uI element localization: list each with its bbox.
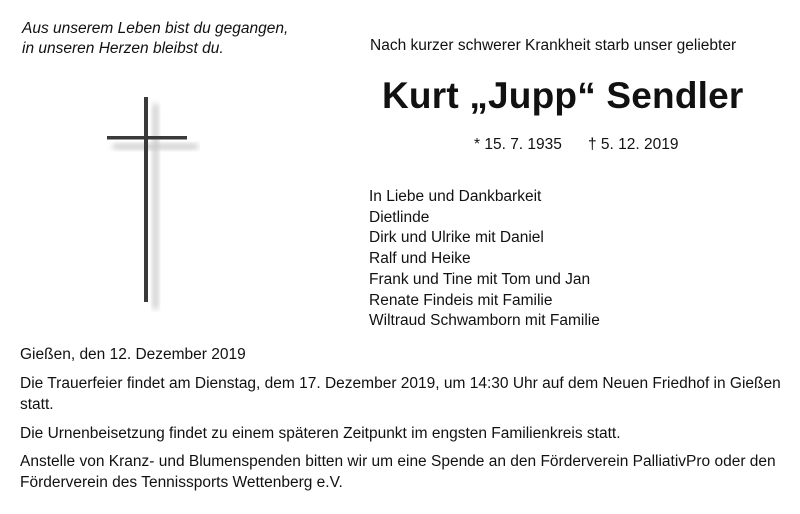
mourner-line: Dietlinde <box>369 208 430 226</box>
deceased-name: Kurt „Jupp“ Sendler <box>382 75 744 116</box>
memorial-verse <box>22 19 288 59</box>
mourner-line: Renate Findeis mit Familie <box>369 291 553 309</box>
verse-line-1: Aus unserem Leben bist du gegangen, <box>22 20 289 37</box>
mourners-list <box>369 187 600 332</box>
mourner-line: In Liebe und Dankbarkeit <box>369 188 542 205</box>
funeral-service-info: Die Trauerfeier findet am Dienstag, dem 17. Dezember 2019, um 14:30 Uhr auf dem Neuen Friedhof in Gießen statt. <box>20 375 781 413</box>
donation-request: Anstelle von Kranz- und Blumenspenden bitten wir um eine Spende an den Förderverein PalliativPro oder den Förderverein des Tennissports Wettenberg e.V. <box>20 453 776 491</box>
birth-date: * 15. 7. 1935 <box>474 136 562 153</box>
cross-icon <box>100 92 200 312</box>
intro-text: Nach kurzer schwerer Krankheit starb unser geliebter <box>370 37 737 54</box>
mourner-line: Ralf und Heike <box>369 250 471 268</box>
mourner-line: Wiltraud Schwamborn mit Familie <box>369 312 600 330</box>
death-date: † 5. 12. 2019 <box>588 136 679 153</box>
place-and-date: Gießen, den 12. Dezember 2019 <box>20 346 246 363</box>
mourner-line: Frank und Tine mit Tom und Jan <box>369 270 591 288</box>
verse-line-2: in unseren Herzen bleibst du. <box>22 40 224 57</box>
mourner-line: Dirk und Ulrike mit Daniel <box>369 229 544 247</box>
urn-burial-info: Die Urnenbeisetzung findet zu einem späteren Zeitpunkt im engsten Familienkreis statt. <box>20 425 621 442</box>
